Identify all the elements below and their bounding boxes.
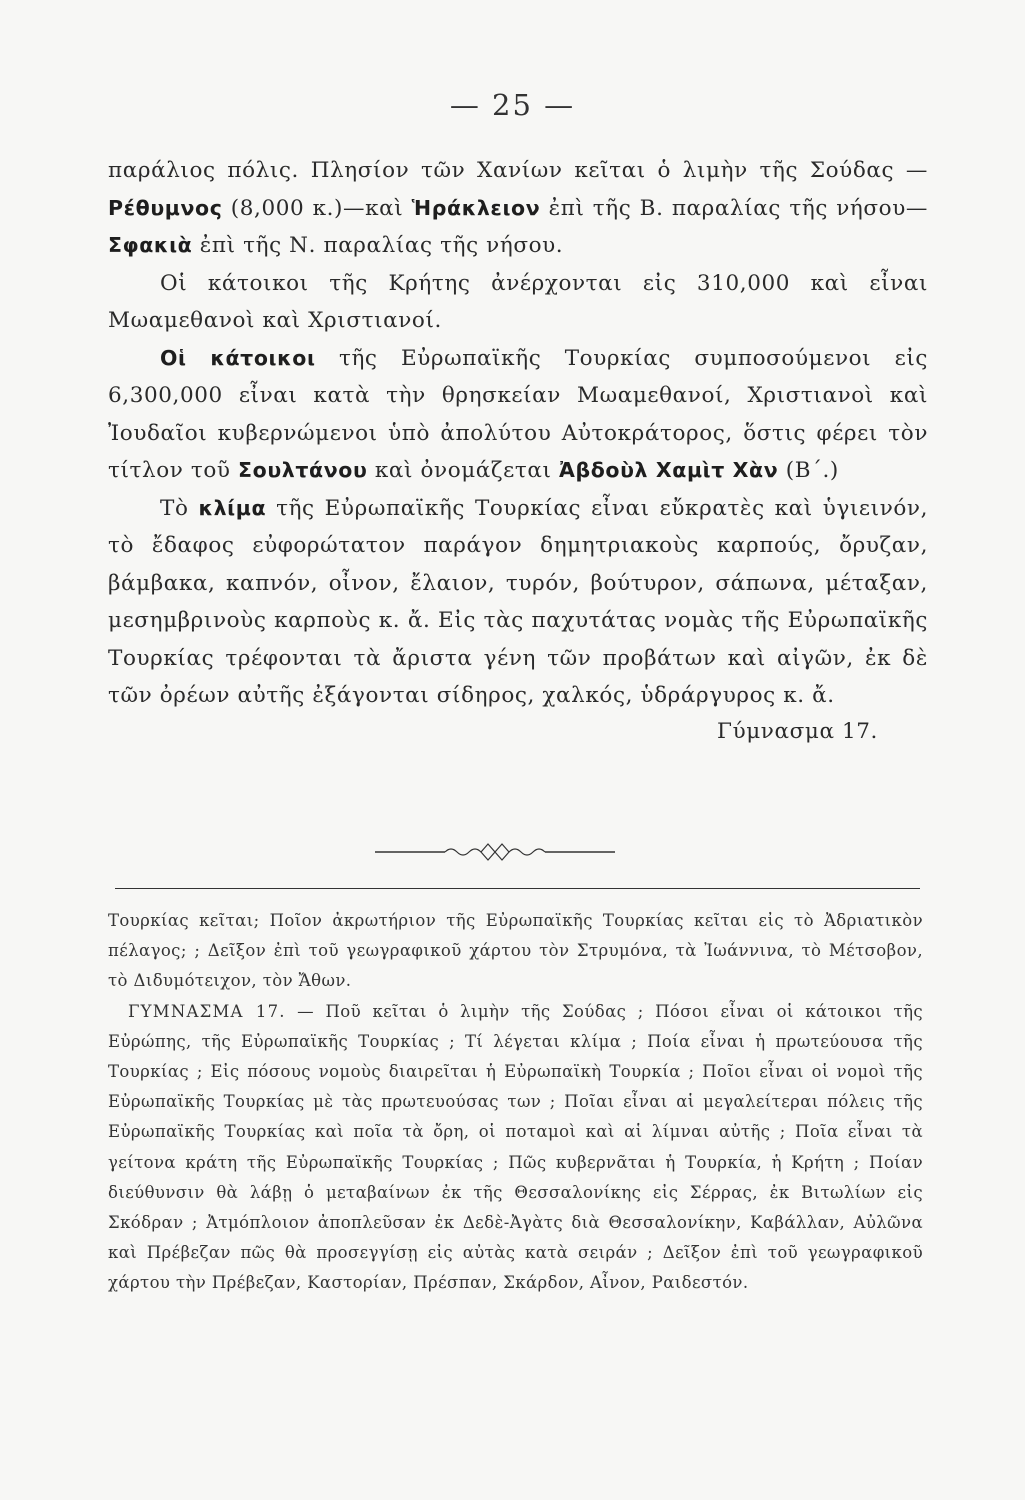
footnote-questions bbox=[108, 906, 923, 1299]
exercise-reference: Γύμνασμα 17. bbox=[717, 718, 878, 744]
text-run: καὶ ὀνομάζεται bbox=[367, 458, 559, 483]
bold-term-climate: κλίμα bbox=[198, 495, 267, 520]
paragraph-crete-cities bbox=[108, 152, 928, 265]
main-body-text bbox=[108, 152, 928, 750]
text-run: ἐπὶ τῆς Β. παραλίας τῆς νήσου— bbox=[540, 195, 928, 221]
bold-term-sfakia: Σφακιὰ bbox=[108, 233, 193, 257]
text-run: (8,000 κ.)—καὶ bbox=[222, 195, 412, 221]
text-run: ἐπὶ τῆς Ν. παραλίας τῆς νήσου. bbox=[192, 233, 564, 258]
bold-term-inhabitants: Οἱ κάτοικοι bbox=[160, 345, 316, 370]
footnote-separator-line bbox=[115, 888, 920, 889]
exercise-17-paragraph bbox=[108, 997, 923, 1299]
ornament-divider bbox=[375, 840, 615, 864]
exercise-label: ΓΥΜΝΑΣΜΑ 17. bbox=[128, 1001, 286, 1021]
bold-term-sultan: Σουλτάνου bbox=[238, 458, 368, 482]
footnote-paragraph: Τουρκίας κεῖται; Ποῖον ἀκρωτήριον τῆς Εὐρωπαϊκῆς Τουρκίας κεῖται εἰς τὸ Ἀδριατικὸν πέλαγος; ; Δεῖξον ἐπὶ τοῦ γεωγραφικοῦ χάρτου τὸν Στρυμόνα, τὰ Ἰωάννινα, τὸ Μέτσοβον, τὸ Διδυμότειχον, τὸν Ἄθων. bbox=[108, 911, 923, 991]
paragraph-crete-population: Οἱ κάτοικοι τῆς Κρήτης ἀνέρχονται εἰς 310,000 καὶ εἶναι Μωαμεθανοὶ καὶ Χριστιανοί. bbox=[108, 270, 928, 333]
text-run: παράλιος πόλις. Πλησίον τῶν Χανίων κεῖται ὁ λιμὴν τῆς Σούδας — bbox=[108, 158, 928, 183]
paragraph-climate bbox=[108, 490, 928, 751]
paragraph-turkey-population bbox=[108, 340, 928, 490]
bold-term-irakleio: Ἡράκλειον bbox=[411, 195, 541, 220]
exercise-questions-text: — Ποῦ κεῖται ὁ λιμὴν τῆς Σούδας ; Πόσοι εἶναι οἱ κάτοικοι τῆς Εὐρώπης, τῆς Εὐρωπαϊκῆς Τουρκίας ; Τί λέγεται κλίμα ; Ποία εἶναι ἡ πρωτεύουσα τῆς Τουρκίας ; Εἰς πόσους νομοὺς διαιρεῖται ἡ Εὐρωπαϊκὴ Τουρκία ; Ποῖοι εἶναι οἱ νομοὶ τῆς Εὐρωπαϊκῆς Τουρκίας μὲ τὰς πρωτευούσας των ; Ποῖαι εἶναι αἱ μεγαλείτεραι πόλεις τῆς Εὐρωπαϊκῆς Τουρκίας καὶ ποῖα τὰ ὄρη, οἱ ποταμοὶ καὶ αἱ λίμναι αὐτῆς ; Ποῖα εἶναι τὰ γείτονα κράτη τῆς Εὐρωπαϊκῆς Τουρκίας ; Πῶς κυβερνᾶται ἡ Τουρκία, ἡ Κρήτη ; Ποίαν διεύθυνσιν θὰ λάβῃ ὁ μεταβαίνων ἐκ τῆς Θεσσαλονίκης εἰς Σέρρας, ἐκ Βιτωλίων εἰς Σκόδραν ; Ἀτμόπλοιον ἀποπλεῦσαν ἐκ Δεδὲ-Ἀγὰτς διὰ Θεσσαλονίκην, Καβάλλαν, Αὐλῶνα καὶ Πρέβεζαν πῶς θὰ προσεγγίσῃ εἰς αὐτὰς κατὰ σειράν ; Δεῖξον ἐπὶ τοῦ γεωγραφικοῦ χάρτου τὴν Πρέβεζαν, Καστορίαν, Πρέσπαν, Σκάρδον, Αἶνον, Ραιδεστόν. bbox=[108, 1001, 923, 1293]
text-run: τῆς Εὐρωπαϊκῆς Τουρκίας εἶναι εὔκρατὲς καὶ ὑγιεινόν, τὸ ἔδαφος εὐφορώτατον παράγον δημητριακοὺς καρπούς, ὄρυζαν, βάμβακα, καπνόν, οἶνον, ἔλαιον, τυρόν, βούτυρον, σάπωνα, μέταξαν, μεσημβρινοὺς καρποὺς κ. ἄ. Εἰς τὰς παχυτάτας νομὰς τῆς Εὐρωπαϊκῆς Τουρκίας τρέφονται τὰ ἄριστα γένη τῶν προβάτων καὶ αἰγῶν, ἐκ δὲ τῶν ὀρέων αὐτῆς ἐξάγονται σίδηρος, χαλκός, ὑδράργυρος κ. ἄ. bbox=[108, 495, 929, 708]
bold-term-abdul-hamid: Ἀβδοὺλ Χαμὶτ Χὰν bbox=[559, 458, 779, 482]
text-run: Τὸ bbox=[160, 495, 199, 521]
bold-term-rethymnos: Ρέθυμνος bbox=[108, 195, 223, 220]
text-run: (Β΄.) bbox=[778, 458, 839, 483]
page-number: — 25 — bbox=[449, 88, 576, 122]
text-run: τῆς Εὐρωπαϊκῆς Τουρκίας συμποσούμενοι εἰς 6,300,000 εἶναι κατὰ τὴν θρησκείαν Μωαμεθανοί, Χριστιανοὶ καὶ Ἰουδαῖοι κυβερνώμενοι ὑπὸ ἀπολύτου Αὐτοκράτορος, ὅστις φέρει τὸν τίτλον τοῦ bbox=[108, 345, 929, 483]
